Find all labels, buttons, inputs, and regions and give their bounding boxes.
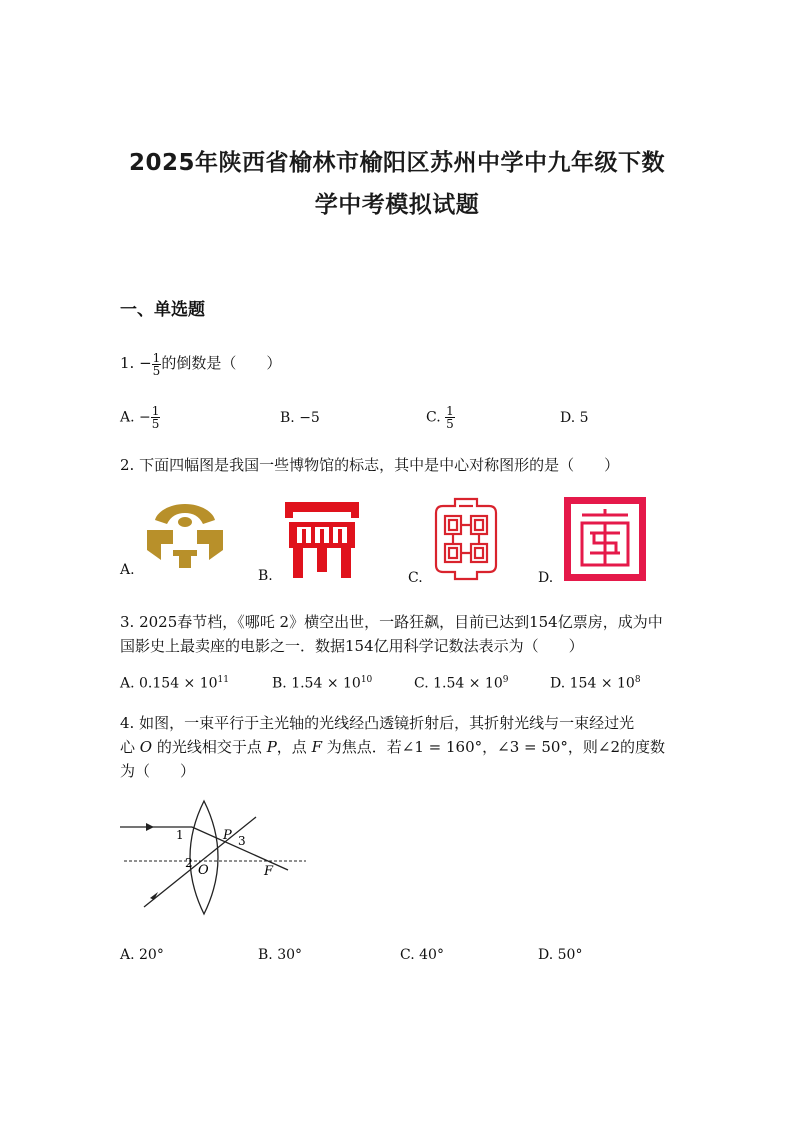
q3-option-b-exp: 10: [360, 675, 373, 685]
q3-stem-line2: 国影史上最卖座的电影之一．数据154亿用科学记数法表示为（ ）: [120, 637, 584, 655]
q1-option-d-text: 5: [579, 410, 589, 426]
page-title-line2: 学中考模拟试题: [314, 192, 480, 218]
q2-stem: 下面四幅图是我国一些博物馆的标志，其中是中心对称图形的是（ ）: [139, 456, 620, 474]
q2-number: 2.: [120, 456, 135, 474]
q1-minus: −: [139, 354, 152, 372]
museum-logo-b: [283, 498, 361, 580]
q1-option-b: [280, 410, 320, 426]
q4-option-d-text: 50°: [557, 947, 583, 963]
q3-stem-line1: 3. 2025春节档，《哪吒 2》横空出世，一路狂飙，目前已达到154亿票房，成为中: [120, 613, 663, 631]
q4-stem-line3: 为（ ）: [120, 762, 196, 780]
q4-symbol-p: P: [266, 738, 277, 756]
q4-text: ，点: [276, 738, 307, 756]
q4-option-c-text: 40°: [419, 947, 444, 963]
q1-option-a-den: 5: [151, 417, 160, 431]
q1-frac-den: 5: [152, 363, 161, 378]
q2-option-a-label: A.: [120, 562, 135, 578]
point-o-label: O: [198, 863, 209, 878]
q1-number: 1.: [120, 354, 135, 372]
q1-option-c-label: C.: [426, 409, 441, 426]
q1-stem: 的倒数是（ ）: [161, 354, 282, 372]
arrow-icon: [146, 823, 154, 831]
q3-option-b-label: B.: [272, 675, 287, 692]
q4-option-b-text: 30°: [277, 947, 303, 963]
q4-option-a-text: 20°: [139, 947, 164, 963]
q3-option-c-label: C.: [414, 675, 429, 692]
q1-option-c-fraction: [445, 405, 455, 430]
q1-option-a: [120, 405, 160, 430]
q3-option-c-base: 1.54 × 10: [433, 675, 503, 692]
question-2: [120, 452, 619, 478]
q4-text: 心: [120, 738, 136, 756]
q1-option-d: [560, 410, 589, 426]
q3-option-d-base: 154 × 10: [569, 675, 635, 692]
q3-option-a-label: A.: [120, 675, 135, 692]
museum-logo-c: [433, 496, 499, 582]
q4-text: 的光线相交于点: [156, 738, 262, 756]
q4-option-a-label: A.: [120, 947, 135, 963]
q1-option-a-minus: −: [139, 409, 151, 426]
q3-option-d: [550, 675, 641, 692]
q1-fraction: [152, 352, 162, 377]
q4-option-d: [538, 947, 582, 963]
q4-option-c-label: C.: [400, 947, 415, 963]
q1-option-c-num: 1: [446, 404, 454, 418]
q3-option-c-exp: 9: [502, 675, 509, 685]
q4-option-b-label: B.: [258, 947, 273, 963]
angle-3-label: 3: [238, 834, 246, 848]
point-p-label: P: [223, 828, 232, 843]
q2-option-d-label: D.: [538, 570, 554, 586]
q3-option-a-exp: 11: [217, 675, 229, 685]
q4-symbol-f: F: [311, 738, 322, 756]
q1-frac-num: 1: [152, 350, 161, 365]
q4-option-c: [400, 947, 444, 963]
q3-option-c: [414, 675, 508, 692]
q2-option-b-label: B.: [258, 568, 273, 584]
q1-option-c: [426, 405, 455, 430]
convex-lens: [190, 801, 218, 914]
q1-option-a-label: A.: [120, 409, 135, 426]
q4-stem-line1: 4. 如图，一束平行于主光轴的光线经凸透镜折射后，其折射光线与一束经过光: [120, 714, 635, 732]
museum-logo-d: [564, 497, 646, 581]
angle-2-label: 2: [185, 856, 193, 870]
q4-option-d-label: D.: [538, 947, 554, 963]
q1-option-b-text: −5: [299, 410, 320, 426]
q1-option-b-label: B.: [280, 410, 295, 426]
point-f-label: F: [264, 864, 274, 879]
q1-option-c-den: 5: [446, 417, 454, 431]
q1-option-a-fraction: [151, 405, 161, 430]
q4-option-a: [120, 947, 164, 963]
section-heading: 一、单选题: [120, 300, 205, 320]
q3-option-b-base: 1.54 × 10: [291, 675, 361, 692]
q2-option-c-label: C.: [408, 570, 423, 586]
q4-symbol-o: O: [139, 738, 153, 756]
q3-option-d-exp: 8: [634, 675, 641, 685]
q4-option-b: [258, 947, 302, 963]
lens-diagram: [116, 795, 316, 920]
q3-option-b: [272, 675, 372, 692]
museum-logo-a: [143, 500, 227, 572]
angle-1-label: 1: [176, 828, 184, 842]
q1-option-a-num: 1: [151, 404, 160, 418]
question-1: [120, 350, 281, 377]
q3-option-a-base: 0.154 × 10: [139, 675, 218, 692]
page-title-line1: 2025年陕西省榆林市榆阳区苏州中学中九年级下数: [128, 150, 665, 176]
q3-option-a: [120, 675, 229, 692]
q4-stem-line2: [120, 734, 665, 760]
q4-text: 为焦点．若∠1 = 160°，∠3 = 50°，则∠2的度数: [326, 738, 666, 756]
q3-option-d-label: D.: [550, 675, 566, 692]
q1-option-d-label: D.: [560, 410, 576, 426]
